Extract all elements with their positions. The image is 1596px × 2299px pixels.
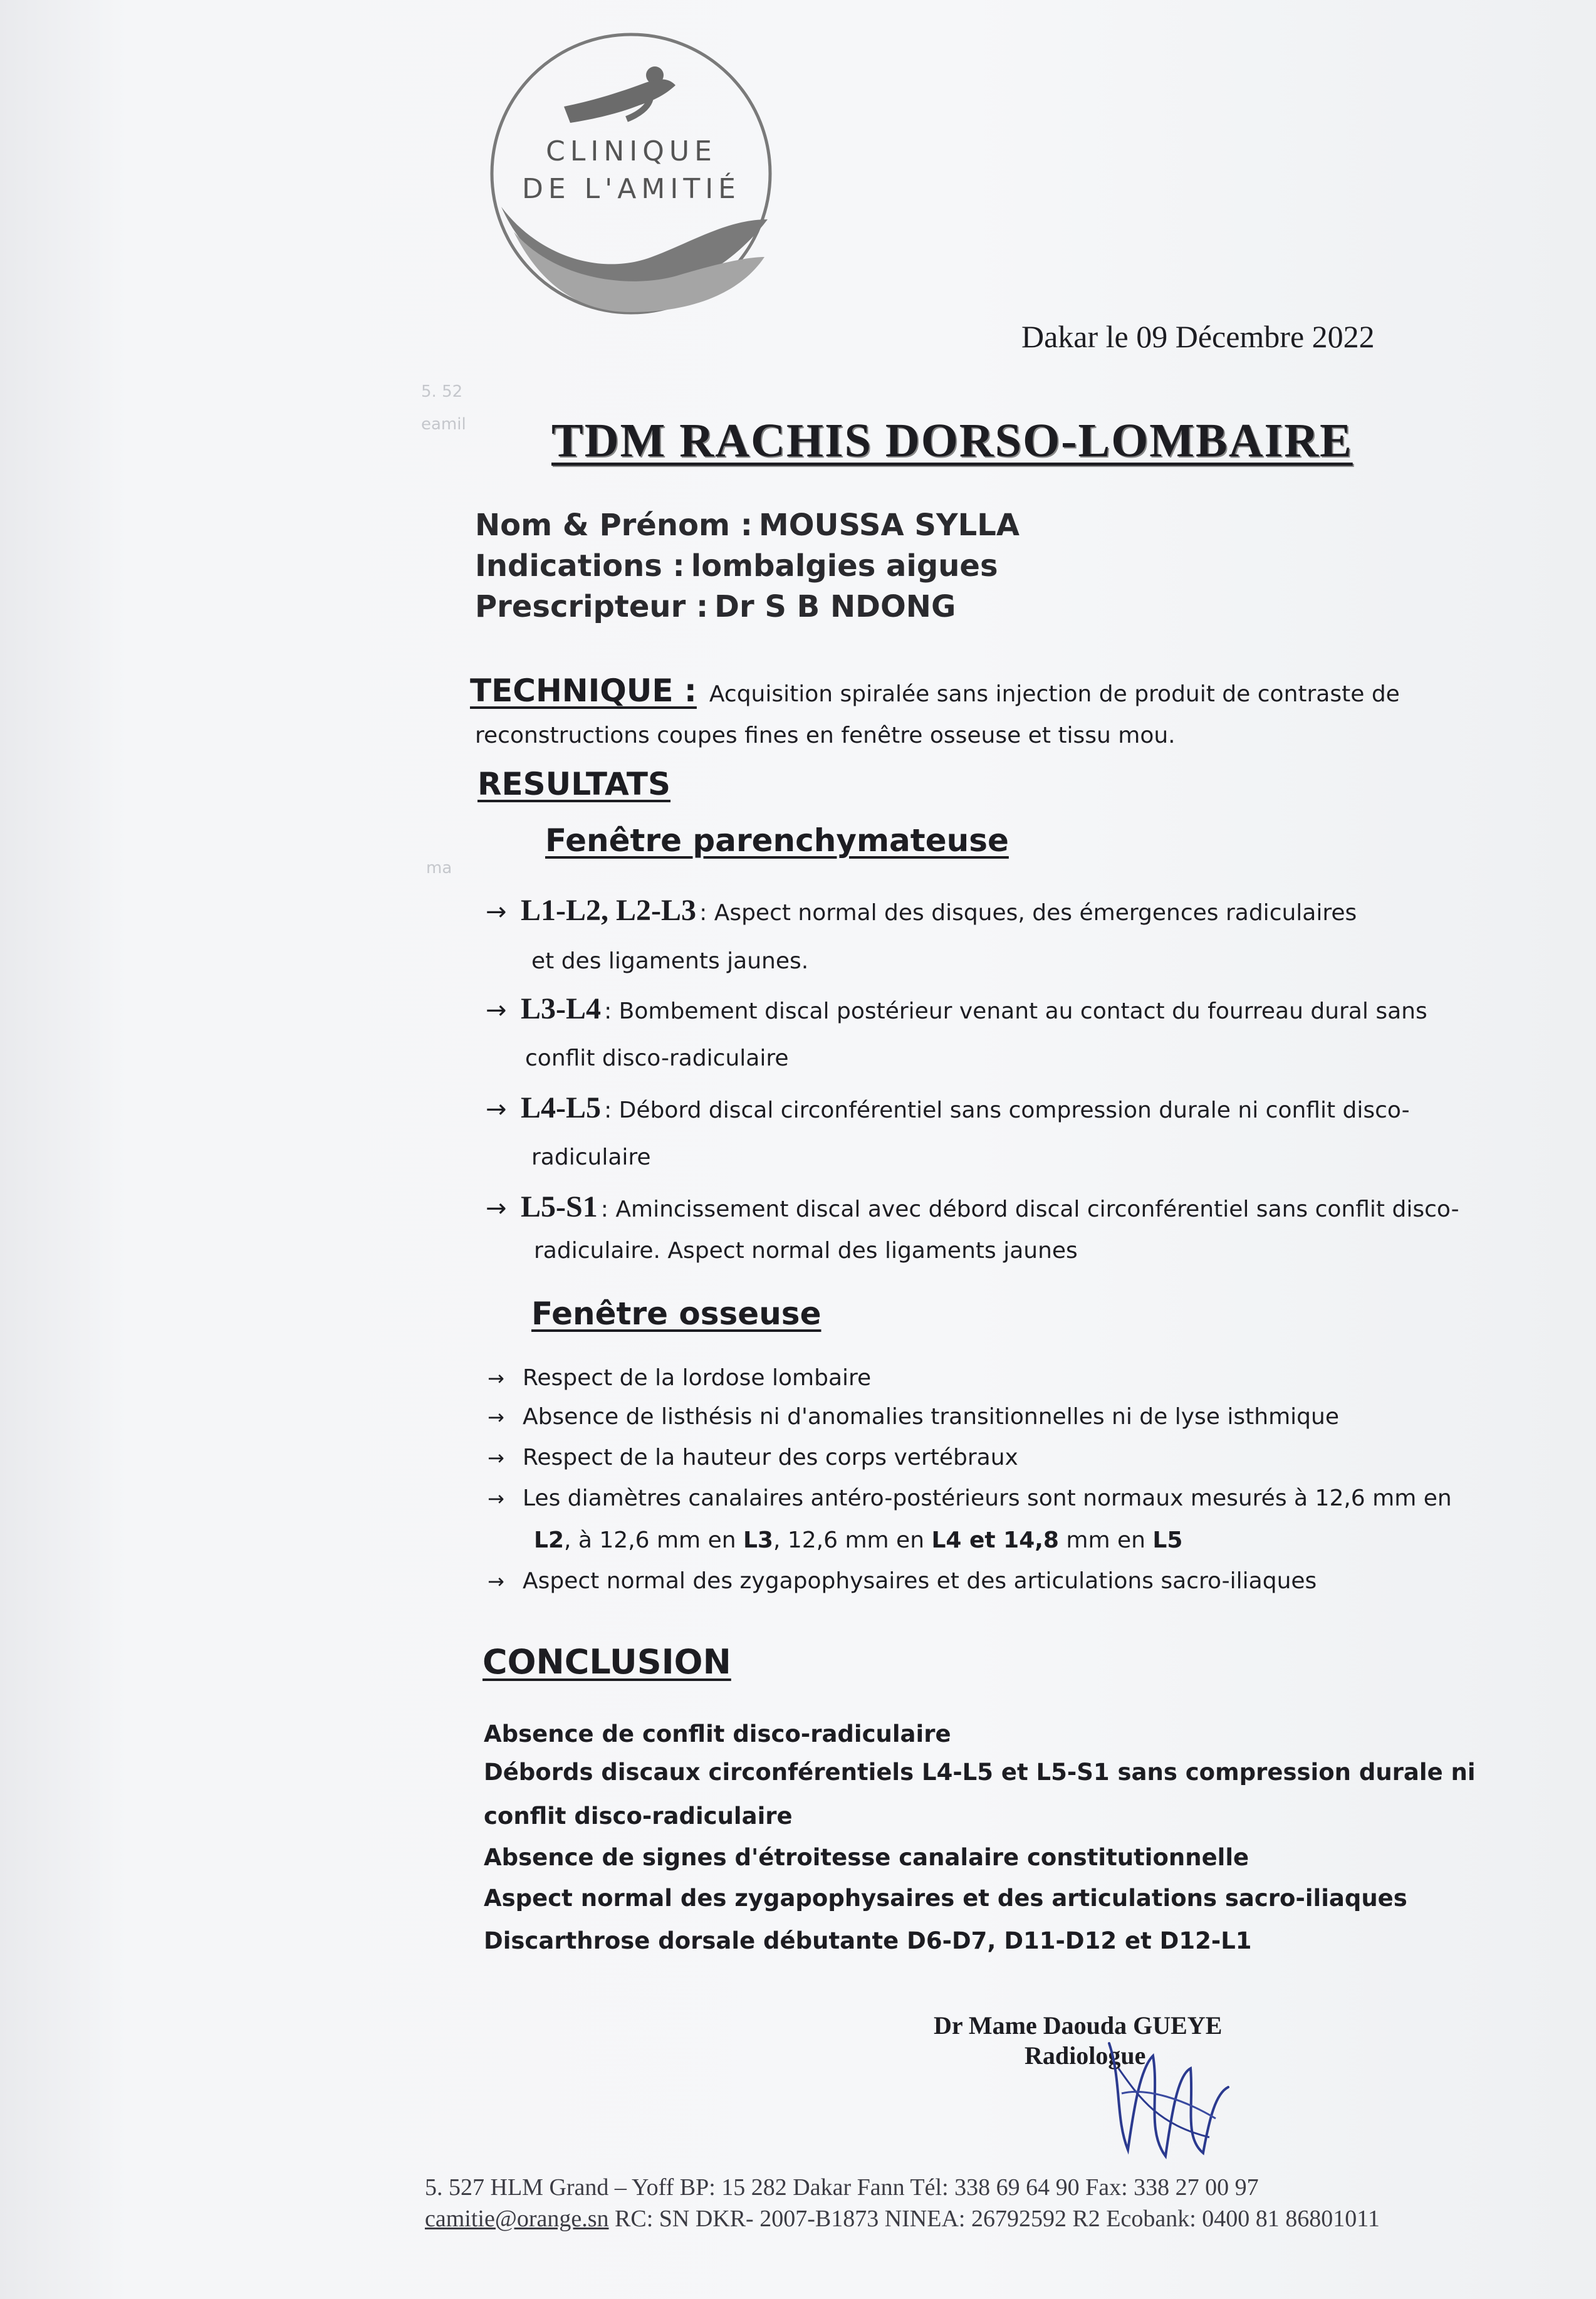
osseous-item — [488, 1445, 1018, 1470]
arrow-icon: → — [488, 1569, 504, 1593]
conclusion-line: Absence de conflit disco-radiculaire — [484, 1720, 951, 1747]
footer-registration-text: RC: SN DKR- 2007-B1873 NINEA: 26792592 R2 Ecobank: 0400 81 86801011 — [608, 2206, 1380, 2232]
indications-row — [475, 548, 998, 584]
patient-name-row — [475, 508, 1020, 543]
report-title: TDM RACHIS DORSO-LOMBAIRE — [551, 414, 1353, 467]
bleed-through-mark: 5. 52 — [421, 382, 463, 401]
signatory-role: Radiologue — [1025, 2041, 1146, 2070]
finding-text: : Débord discal circonférentiel sans compression durale ni conflit disco- — [604, 1097, 1410, 1123]
arrow-icon: → — [486, 1194, 507, 1223]
osseous-item-text: Respect de la lordose lombaire — [523, 1365, 872, 1391]
osseous-item — [488, 1365, 871, 1391]
prescriber-value: Dr S B NDONG — [714, 589, 956, 624]
level-l3: L3 — [743, 1527, 773, 1553]
conclusion-line: Absence de signes d'étroitesse canalaire constitutionnelle — [484, 1844, 1249, 1871]
level-l5: L5 — [1152, 1527, 1183, 1553]
logo-text-line2: DE L'AMITIÉ — [522, 173, 741, 205]
arrow-icon: → — [486, 996, 507, 1025]
patient-name-value: MOUSSA SYLLA — [758, 508, 1020, 543]
conclusion-line: conflit disco-radiculaire — [484, 1803, 793, 1830]
bleed-through-mark: eamil — [421, 415, 466, 434]
clinic-logo — [489, 31, 774, 317]
osseous-item-cont — [534, 1527, 1182, 1553]
technique-text-line1: Acquisition spiralée sans injection de produit de contraste de — [709, 681, 1400, 707]
finding-text: : Aspect normal des disques, des émergences radiculaires — [699, 900, 1357, 926]
prescriber-row — [475, 589, 956, 624]
footer-registration — [425, 2205, 1380, 2233]
arrow-icon: → — [488, 1446, 504, 1470]
logo-text-line1: CLINIQUE — [546, 135, 717, 167]
level-l4-value: L4 et 14,8 — [931, 1527, 1059, 1553]
diam-text: , à 12,6 mm en — [564, 1527, 743, 1553]
technique-text-line2: reconstructions coupes fines en fenêtre osseuse et tissu mou. — [475, 723, 1176, 748]
footer-address: 5. 527 HLM Grand – Yoff BP: 15 282 Dakar Fann Tél: 338 69 64 90 Fax: 338 27 00 97 — [425, 2174, 1259, 2201]
arrow-icon: → — [486, 1095, 507, 1124]
diam-text: , 12,6 mm en — [773, 1527, 932, 1553]
arrow-icon: → — [488, 1405, 504, 1429]
signatory-name: Dr Mame Daouda GUEYE — [934, 2011, 1223, 2040]
osseous-window-heading: Fenêtre osseuse — [531, 1296, 821, 1332]
finding-text-cont: conflit disco-radiculaire — [525, 1045, 789, 1071]
technique-section — [470, 672, 1410, 755]
conclusion-line: Discarthrose dorsale débutante D6-D7, D11-D12 et D12-L1 — [484, 1927, 1252, 1954]
osseous-item-text: Respect de la hauteur des corps vertébraux — [523, 1445, 1018, 1470]
finding-text-cont: radiculaire. Aspect normal des ligaments jaunes — [534, 1238, 1078, 1264]
handwritten-signature-icon — [1084, 2031, 1247, 2169]
finding-item — [486, 893, 1357, 928]
bleed-through-mark: ma — [426, 859, 452, 877]
footer-email[interactable]: camitie@orange.sn — [425, 2206, 609, 2232]
finding-item — [486, 992, 1427, 1026]
patient-name-label: Nom & Prénom : — [475, 508, 753, 543]
finding-level: L3-L4 — [521, 992, 602, 1025]
report-date: Dakar le 09 Décembre 2022 — [1021, 319, 1375, 354]
technique-heading: TECHNIQUE : — [470, 673, 697, 709]
osseous-item-text: Absence de listhésis ni d'anomalies transitionnelles ni de lyse isthmique — [523, 1404, 1339, 1430]
finding-text-cont: radiculaire — [531, 1144, 651, 1170]
indications-label: Indications : — [475, 548, 685, 584]
arrow-icon: → — [488, 1366, 504, 1390]
finding-level: L5-S1 — [521, 1190, 598, 1223]
prescriber-label: Prescripteur : — [475, 589, 709, 624]
osseous-item — [488, 1568, 1317, 1594]
arrow-icon: → — [486, 898, 507, 926]
arrow-icon: → — [488, 1487, 504, 1511]
finding-text: : Bombement discal postérieur venant au contact du fourreau dural sans — [604, 998, 1427, 1024]
parenchymal-window-heading: Fenêtre parenchymateuse — [545, 822, 1009, 859]
indications-value: lombalgies aigues — [691, 548, 998, 584]
conclusion-line: Débords discaux circonférentiels L4-L5 et L5-S1 sans compression durale ni — [484, 1759, 1476, 1786]
finding-level: L1-L2, L2-L3 — [521, 894, 697, 927]
osseous-item-text: Aspect normal des zygapophysaires et des articulations sacro-iliaques — [523, 1568, 1317, 1594]
level-l2: L2 — [534, 1527, 564, 1553]
osseous-item — [488, 1485, 1452, 1511]
finding-item — [486, 1190, 1459, 1224]
finding-item — [486, 1091, 1410, 1125]
finding-text: : Amincissement discal avec débord discal circonférentiel sans conflit disco- — [600, 1197, 1459, 1222]
conclusion-heading: CONCLUSION — [482, 1642, 731, 1682]
finding-level: L4-L5 — [521, 1091, 602, 1124]
finding-text-cont: et des ligaments jaunes. — [531, 948, 809, 974]
conclusion-line: Aspect normal des zygapophysaires et des articulations sacro-iliaques — [484, 1885, 1407, 1912]
diam-text: mm en — [1058, 1527, 1153, 1553]
osseous-item — [488, 1404, 1339, 1430]
osseous-item-text: Les diamètres canalaires antéro-postérieurs sont normaux mesurés à 12,6 mm en — [523, 1485, 1452, 1511]
resultats-heading: RESULTATS — [477, 766, 671, 802]
